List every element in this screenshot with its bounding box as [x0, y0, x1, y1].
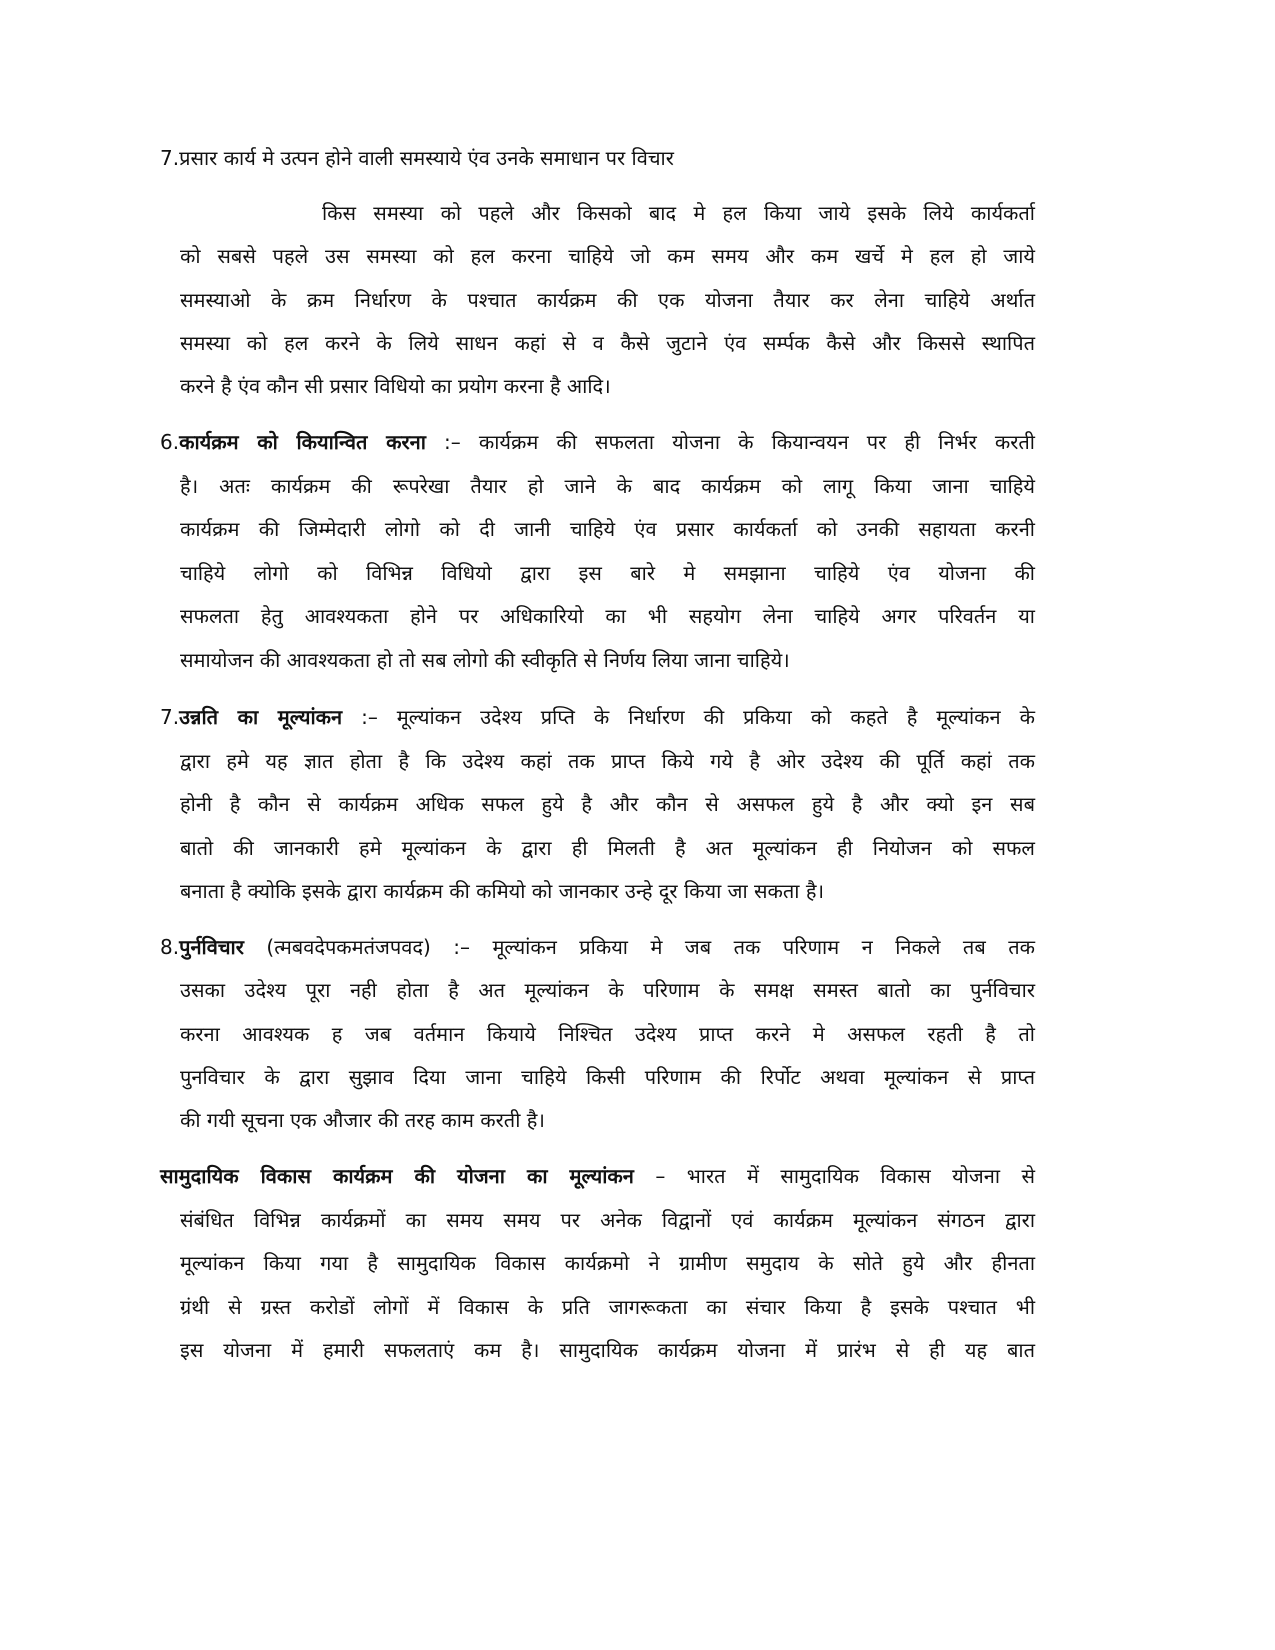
section-first-line	[160, 1161, 1035, 1191]
paragraph-line: सफलता हेतु आवश्यकता होने पर अधिकारियो का भी सहयोग लेना चाहिये अगर परिवर्तन या	[180, 604, 1035, 628]
section-number: 8.	[160, 935, 180, 959]
paragraph-line: कार्यक्रम की जिम्मेदारी लोगो को दी जानी चाहिये एंव प्रसार कार्यकर्ता को उनकी सहायता करनी	[180, 517, 1035, 541]
section-number: 6.	[160, 430, 180, 454]
section-number: 7.	[160, 705, 180, 729]
paragraph-line: द्वारा हमे यह ज्ञात होता है कि उदेश्य कहां तक प्राप्त किये गये है ओर उदेश्य की पूर्ति कहां तक	[180, 749, 1035, 773]
section-heading: 7.प्रसार कार्य मे उत्पन होने वाली समस्याये एंव उनके समाधान पर विचार	[160, 146, 674, 170]
paragraph-line: बनाता है क्योकि इसके द्वारा कार्यक्रम की कमियो को जानकार उन्हे दूर किया जा सकता है।	[180, 879, 825, 903]
paragraph-line: समस्याओ के क्रम निर्धारण के पश्चात कार्यक्रम की एक योजना तैयार कर लेना चाहिये अर्थात	[180, 288, 1035, 312]
paragraph-line: चाहिये लोगो को विभिन्न विधियो द्वारा इस बारे मे समझाना चाहिये एंव योजना की	[180, 561, 1035, 585]
section-first-line	[160, 427, 1035, 457]
paragraph-line: समायोजन की आवश्यकता हो तो सब लोगो की स्वीकृति से निर्णय लिया जाना चाहिये।	[180, 648, 790, 672]
paragraph-line: किस समस्या को पहले और किसको बाद मे हल किया जाये इसके लिये कार्यकर्ता	[322, 201, 1035, 225]
paragraph-line: मूल्यांकन किया गया है सामुदायिक विकास कार्यक्रमो ने ग्रामीण समुदाय के सोते हुये और हीनता	[180, 1251, 1035, 1275]
paragraph-line: है। अतः कार्यक्रम की रूपरेखा तैयार हो जाने के बाद कार्यक्रम को लागू किया जाना चाहिये	[180, 474, 1035, 498]
section-title: पुर्नविचार	[179, 935, 244, 959]
section-first-text: :– कार्यक्रम की सफलता योजना के कियान्वयन पर ही निर्भर करती	[444, 430, 1035, 454]
paragraph-line: करना आवश्यक ह जब वर्तमान कियाये निश्चित उदेश्य प्राप्त करने मे असफल रहती है तो	[180, 1022, 1035, 1046]
section-first-line	[160, 932, 1035, 962]
paragraph-line: ग्रंथी से ग्रस्त करोडों लोगों में विकास के प्रति जागरूकता का संचार किया है इसके पश्चात भी	[180, 1295, 1035, 1319]
paragraph-line: की गयी सूचना एक औजार की तरह काम करती है।	[180, 1108, 545, 1132]
section-first-line	[160, 702, 1035, 732]
paragraph-line: पुनविचार के द्वारा सुझाव दिया जाना चाहिये किसी परिणाम की रिर्पोट अथवा मूल्यांकन से प्राप्त	[180, 1065, 1035, 1089]
section-first-text: – भारत में सामुदायिक विकास योजना से	[655, 1164, 1035, 1188]
section-title: उन्नति का मूल्यांकन	[179, 705, 343, 729]
section-first-text: (त्मबवदेपकमतंजपवद) :– मूल्यांकन प्रकिया मे जब तक परिणाम न निकले तब तक	[266, 935, 1035, 959]
section-title: सामुदायिक विकास कार्यक्रम की योजना का मूल्यांकन	[160, 1164, 634, 1188]
paragraph-line: समस्या को हल करने के लिये साधन कहां से व कैसे जुटाने एंव सर्म्पक कैसे और किससे स्थापित	[180, 331, 1035, 355]
paragraph-line: संबंधित विभिन्न कार्यक्रमों का समय समय पर अनेक विद्वानों एवं कार्यक्रम मूल्यांकन संगठन द्वारा	[180, 1208, 1035, 1232]
paragraph-line: होनी है कौन से कार्यक्रम अधिक सफल हुये है और कौन से असफल हुये है और क्यो इन सब	[180, 792, 1035, 816]
paragraph-line: करने है एंव कौन सी प्रसार विधियो का प्रयोग करना है आदि।	[180, 374, 611, 398]
paragraph-line: उसका उदेश्य पूरा नही होता है अत मूल्यांकन के परिणाम के समक्ष समस्त बातो का पुर्नविचार	[180, 978, 1035, 1002]
paragraph-line: को सबसे पहले उस समस्या को हल करना चाहिये जो कम समय और कम खर्चे मे हल हो जाये	[180, 244, 1035, 268]
paragraph-line: इस योजना में हमारी सफलताएं कम है। सामुदायिक कार्यक्रम योजना में प्रारंभ से ही यह बात	[180, 1338, 1035, 1362]
section-title: कार्यक्रम को कियान्वित करना	[179, 430, 426, 454]
paragraph-line: बातो की जानकारी हमे मूल्यांकन के द्वारा ही मिलती है अत मूल्यांकन ही नियोजन को सफल	[180, 836, 1035, 860]
section-first-text: :– मूल्यांकन उदेश्य प्रप्ति के निर्धारण की प्रकिया को कहते है मूल्यांकन के	[361, 705, 1035, 729]
